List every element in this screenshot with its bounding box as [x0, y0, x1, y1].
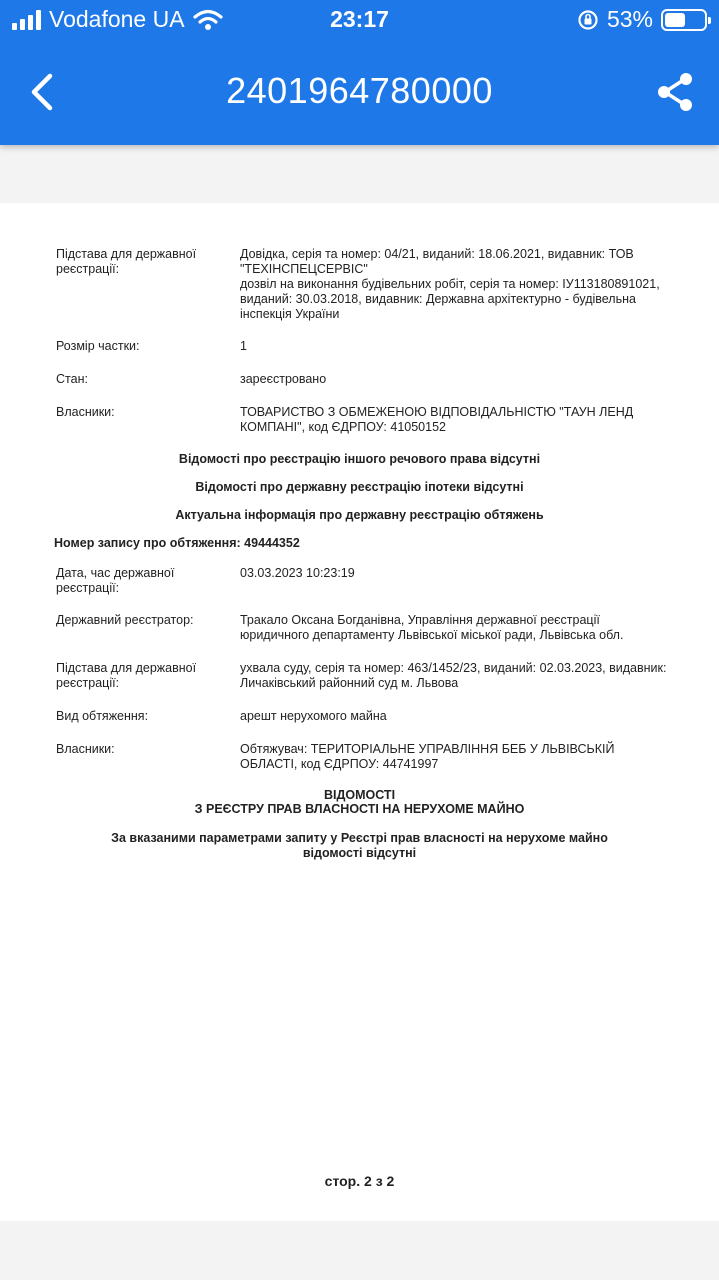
- registry-note-2: відомості відсутні: [302, 846, 417, 860]
- share-value: 1: [240, 339, 247, 353]
- status-bar: [0, 6, 719, 36]
- basis-value-1: Довідка, серія та номер: 04/21, виданий: 18.06.2021, видавник: ТОВ "ТЕХІНСПЕЦСЕРВІС": [240, 247, 634, 276]
- owners2-label: Власники:: [56, 742, 115, 756]
- state-label: Стан:: [56, 372, 88, 386]
- encumbrance-type-value: арешт нерухомого майна: [240, 709, 387, 723]
- record-number: Номер запису про обтяження: 49444352: [54, 536, 300, 550]
- basis2-label: Підстава для державної реєстрації:: [56, 661, 197, 690]
- basis2-value: ухвала суду, серія та номер: 463/1452/23, виданий: 02.03.2023, видавник: Личаківський районний суд м. Львова: [240, 661, 667, 690]
- carrier-label: Vodafone UA: [49, 6, 185, 32]
- registrar-label: Державний реєстратор:: [56, 613, 194, 627]
- owners-value: ТОВАРИСТВО З ОБМЕЖЕНОЮ ВІДПОВІДАЛЬНІСТЮ "ТАУН ЛЕНД КОМПАНІ", код ЄДРПОУ: 41050152: [240, 405, 634, 434]
- share-icon[interactable]: [653, 70, 697, 114]
- registry-title-2: З РЕЄСТРУ ПРАВ ВЛАСНОСТІ НА НЕРУХОМЕ МАЙНО: [194, 802, 525, 816]
- page-number: стор. 2 з 2: [324, 1173, 395, 1189]
- battery-icon: [661, 9, 707, 31]
- encumbrance-type-label: Вид обтяження:: [56, 709, 149, 723]
- app-header: [0, 0, 719, 145]
- date-value: 03.03.2023 10:23:19: [240, 566, 355, 580]
- owners2-value: Обтяжувач: ТЕРИТОРІАЛЬНЕ УПРАВЛІННЯ БЕБ У ЛЬВІВСЬКІЙ ОБЛАСТІ, код ЄДРПОУ: 44741997: [240, 742, 615, 771]
- document-page: [0, 203, 719, 1221]
- date-label: Дата, час державної реєстрації:: [56, 566, 175, 595]
- basis-label: Підстава для державної реєстрації:: [56, 247, 197, 276]
- registry-note-1: За вказаними параметрами запиту у Реєстрі прав власності на нерухоме майно: [111, 831, 608, 845]
- registrar-value: Тракало Оксана Богданівна, Управління державної реєстрації юридичного департаменту Львівської міської ради, Львівська обл.: [240, 613, 624, 642]
- share-label: Розмір частки:: [56, 339, 140, 353]
- encumbrance-header: Актуальна інформація про державну реєстрацію обтяжень: [175, 508, 544, 522]
- page-title: 2401964780000: [226, 70, 493, 111]
- battery-percent: 53%: [606, 6, 653, 32]
- no-other-rights: Відомості про реєстрацію іншого речового права відсутні: [178, 452, 541, 466]
- rotation-lock-icon: [577, 9, 599, 31]
- registry-title-1: ВІДОМОСТІ: [323, 788, 396, 802]
- no-mortgage: Відомості про державну реєстрацію іпотеки відсутні: [195, 480, 524, 494]
- clock: 23:17: [330, 6, 389, 32]
- owners-label: Власники:: [56, 405, 115, 419]
- basis-value-2: дозвіл на виконання будівельних робіт, серія та номер: ІУ113180891021, виданий: 30.03.2018, видавник: Державна архітектурно - будівельна інспекція України: [240, 277, 660, 321]
- state-value: зареєстровано: [240, 372, 327, 386]
